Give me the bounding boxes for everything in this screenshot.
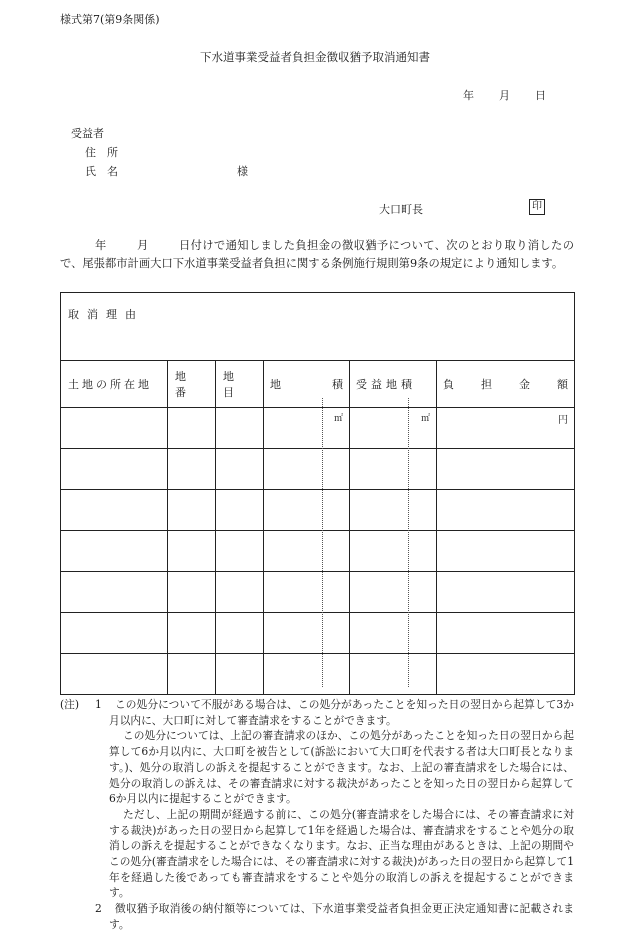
- body-month: 月: [136, 239, 149, 252]
- cell-area: [264, 490, 350, 531]
- reason-label: 取消理由: [68, 308, 144, 321]
- cell-category: [216, 408, 264, 449]
- date-year: 年: [463, 89, 474, 102]
- cell-location: [61, 654, 168, 695]
- notes-label: (注): [60, 698, 80, 711]
- cell-location: [61, 408, 168, 449]
- cell-location: [61, 449, 168, 490]
- cell-charge: [437, 449, 575, 490]
- table-row: [61, 490, 575, 531]
- reason-cell: [61, 293, 575, 361]
- table-row: [61, 408, 575, 449]
- cell-benefit-area: [350, 613, 437, 654]
- cell-benefit-area: [350, 531, 437, 572]
- table-row: [61, 654, 575, 695]
- cell-area: [264, 654, 350, 695]
- cell-benefit-area: [350, 490, 437, 531]
- note-paragraph: 徴収猶予取消後の納付額等については、下水道事業受益者負担金更正決定通知書に記載されます。: [109, 902, 574, 931]
- cell-category: [216, 654, 264, 695]
- table-row: [61, 531, 575, 572]
- cell-charge: [437, 408, 575, 449]
- document-title: 下水道事業受益者負担金徴収猶予取消通知書: [200, 50, 430, 64]
- cell-benefit-area: [350, 572, 437, 613]
- cell-charge: [437, 654, 575, 695]
- cell-area: [264, 613, 350, 654]
- note-item: [60, 697, 574, 901]
- table-row: [61, 572, 575, 613]
- body-paragraph: [60, 237, 574, 272]
- header-land-category: 地目: [216, 361, 264, 408]
- cell-charge: [437, 572, 575, 613]
- header-lot-number: 地番: [168, 361, 216, 408]
- cell-charge: [437, 490, 575, 531]
- body-year: 年: [95, 239, 107, 252]
- header-benefit-area: 受益地積: [350, 361, 437, 408]
- cell-lot: [168, 572, 216, 613]
- cell-category: [216, 572, 264, 613]
- cell-lot: [168, 531, 216, 572]
- cell-location: [61, 572, 168, 613]
- cell-benefit-area: [350, 654, 437, 695]
- note-number: 2: [95, 902, 102, 916]
- table-row: [61, 613, 575, 654]
- cell-lot: [168, 449, 216, 490]
- unit-sqm: ㎡: [420, 414, 430, 424]
- table-row: [61, 449, 575, 490]
- cell-area: [264, 408, 350, 449]
- name-label: 氏 名: [85, 165, 118, 178]
- cell-charge: [437, 613, 575, 654]
- note-paragraph: ただし、上記の期間が経過する前に、この処分(審査請求をした場合には、その審査請求に対する裁決)があった日の翌日から起算して1年を経過した場合は、審査請求をすることや処分の取消しの訴えを提起することができなくなります。なお、正当な理由があるときは、上記の期間やこの処分(審査請求をした場合には、その審査請求に対する裁決)があった日の翌日から起算して1年を経過した後であっても審査請求をすることや処分の取消しの訴えを提起することができます。: [109, 807, 574, 900]
- cell-lot: [168, 613, 216, 654]
- cell-category: [216, 531, 264, 572]
- cell-area: [264, 572, 350, 613]
- form-number: 様式第7(第9条関係): [60, 13, 160, 26]
- notes-section: [60, 697, 574, 933]
- cell-benefit-area: [350, 449, 437, 490]
- header-area: 地 積: [264, 361, 350, 408]
- recipient-label: 受益者: [71, 127, 104, 140]
- cell-lot: [168, 490, 216, 531]
- note-paragraph: この処分については、上記の審査請求のほか、この処分があったことを知った日の翌日から起算して6か月以内に、大口町を被告として(訴訟において大口町を代表する者は大口町長となります。)、処分の取消しの訴えを提起することができます。なお、上記の審査請求をした場合には、処分の取消しの訴えは、その審査請求に対する裁決があったことを知った日の翌日から起算して6か月以内に提起することができます。: [109, 729, 574, 806]
- cell-location: [61, 531, 168, 572]
- cell-lot: [168, 654, 216, 695]
- header-location: 土地の所在地: [61, 361, 168, 408]
- note-paragraph: この処分について不服がある場合は、この処分があったことを知った日の翌日から起算して3か月以内に、大口町に対して審査請求をすることができます。: [109, 698, 574, 727]
- cell-area: [264, 531, 350, 572]
- decimal-guide-line: [322, 398, 323, 687]
- cell-category: [216, 490, 264, 531]
- seal-stamp: 印: [529, 199, 545, 215]
- unit-yen: 円: [558, 415, 568, 426]
- honorific: 様: [237, 165, 248, 178]
- cell-category: [216, 613, 264, 654]
- header-charge-amount: 負 担 金 額: [437, 361, 575, 408]
- issuer: 大口町長: [379, 203, 423, 216]
- note-item: [60, 901, 574, 932]
- note-number: 1: [95, 698, 102, 711]
- cell-benefit-area: [350, 408, 437, 449]
- unit-sqm: ㎡: [333, 414, 343, 424]
- cell-charge: [437, 531, 575, 572]
- cell-area: [264, 449, 350, 490]
- decimal-guide-line: [408, 398, 409, 687]
- cell-location: [61, 490, 168, 531]
- body-text: 日付けで通知しました負担金の徴収猶予について、次のとおり取り消したので、尾張都市計画大口下水道事業受益者負担に関する条例施行規則第9条の規定により通知します。: [60, 239, 574, 270]
- cell-lot: [168, 408, 216, 449]
- cancellation-table: [60, 292, 575, 695]
- address-label: 住 所: [85, 146, 118, 159]
- date-day: 日: [535, 89, 546, 102]
- cell-location: [61, 613, 168, 654]
- cell-category: [216, 449, 264, 490]
- date-month: 月: [499, 89, 510, 102]
